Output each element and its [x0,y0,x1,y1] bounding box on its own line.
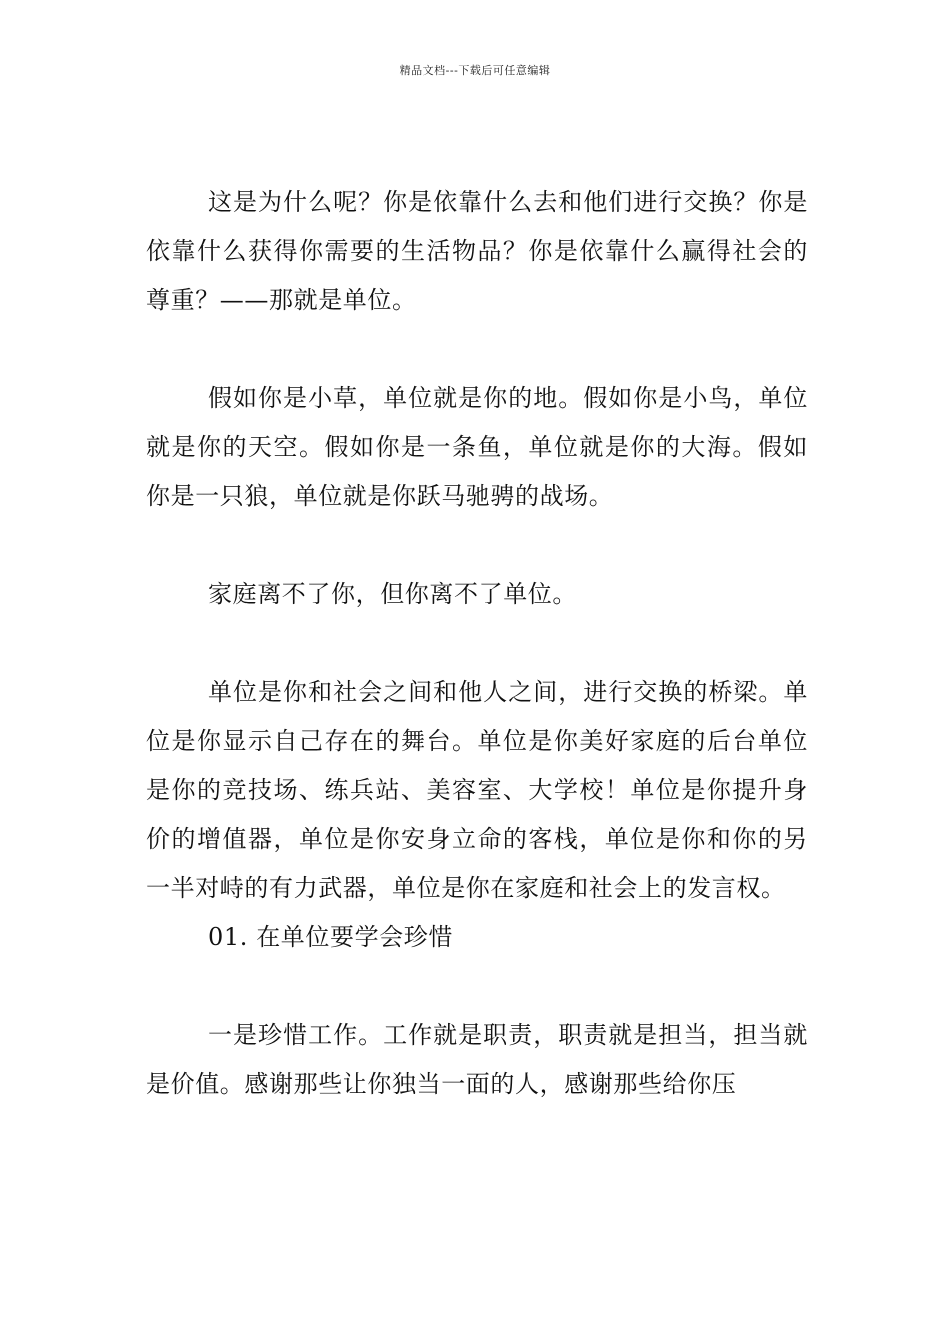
paragraph-unit-is: 单位是你和社会之间和他人之间，进行交换的桥梁。单位是你显示自己存在的舞台。单位是你美好家庭的后台单位是你的竞技场、练兵站、美容室、大学校！单位是你提升身价的增值器，单位是你安身立命的客栈，单位是你和你的另一半对峙的有力武器，单位是你在家庭和社会上的发言权。 [146,678,808,902]
document-body [146,178,808,1109]
paragraph-family: 家庭离不了你，但你离不了单位。 [208,580,577,608]
paragraph-why-unit: 这是为什么呢？你是依靠什么去和他们进行交换？你是依靠什么获得你需要的生活物品？你是依靠什么赢得社会的尊重？——那就是单位。 [146,188,808,314]
paragraph-if-you-are: 假如你是小草，单位就是你的地。假如你是小鸟，单位就是你的天空。假如你是一条鱼，单位就是你的大海。假如你是一只狼，单位就是你跃马驰骋的战场。 [146,384,808,510]
section-heading: 01. 在单位要学会珍惜 [208,923,453,951]
page-header: 精品文档---下载后可任意编辑 [399,64,551,77]
paragraph-cherish-work: 一是珍惜工作。工作就是职责，职责就是担当，担当就是价值。感谢那些让你独当一面的人，感谢那些给你压 [146,1021,808,1098]
